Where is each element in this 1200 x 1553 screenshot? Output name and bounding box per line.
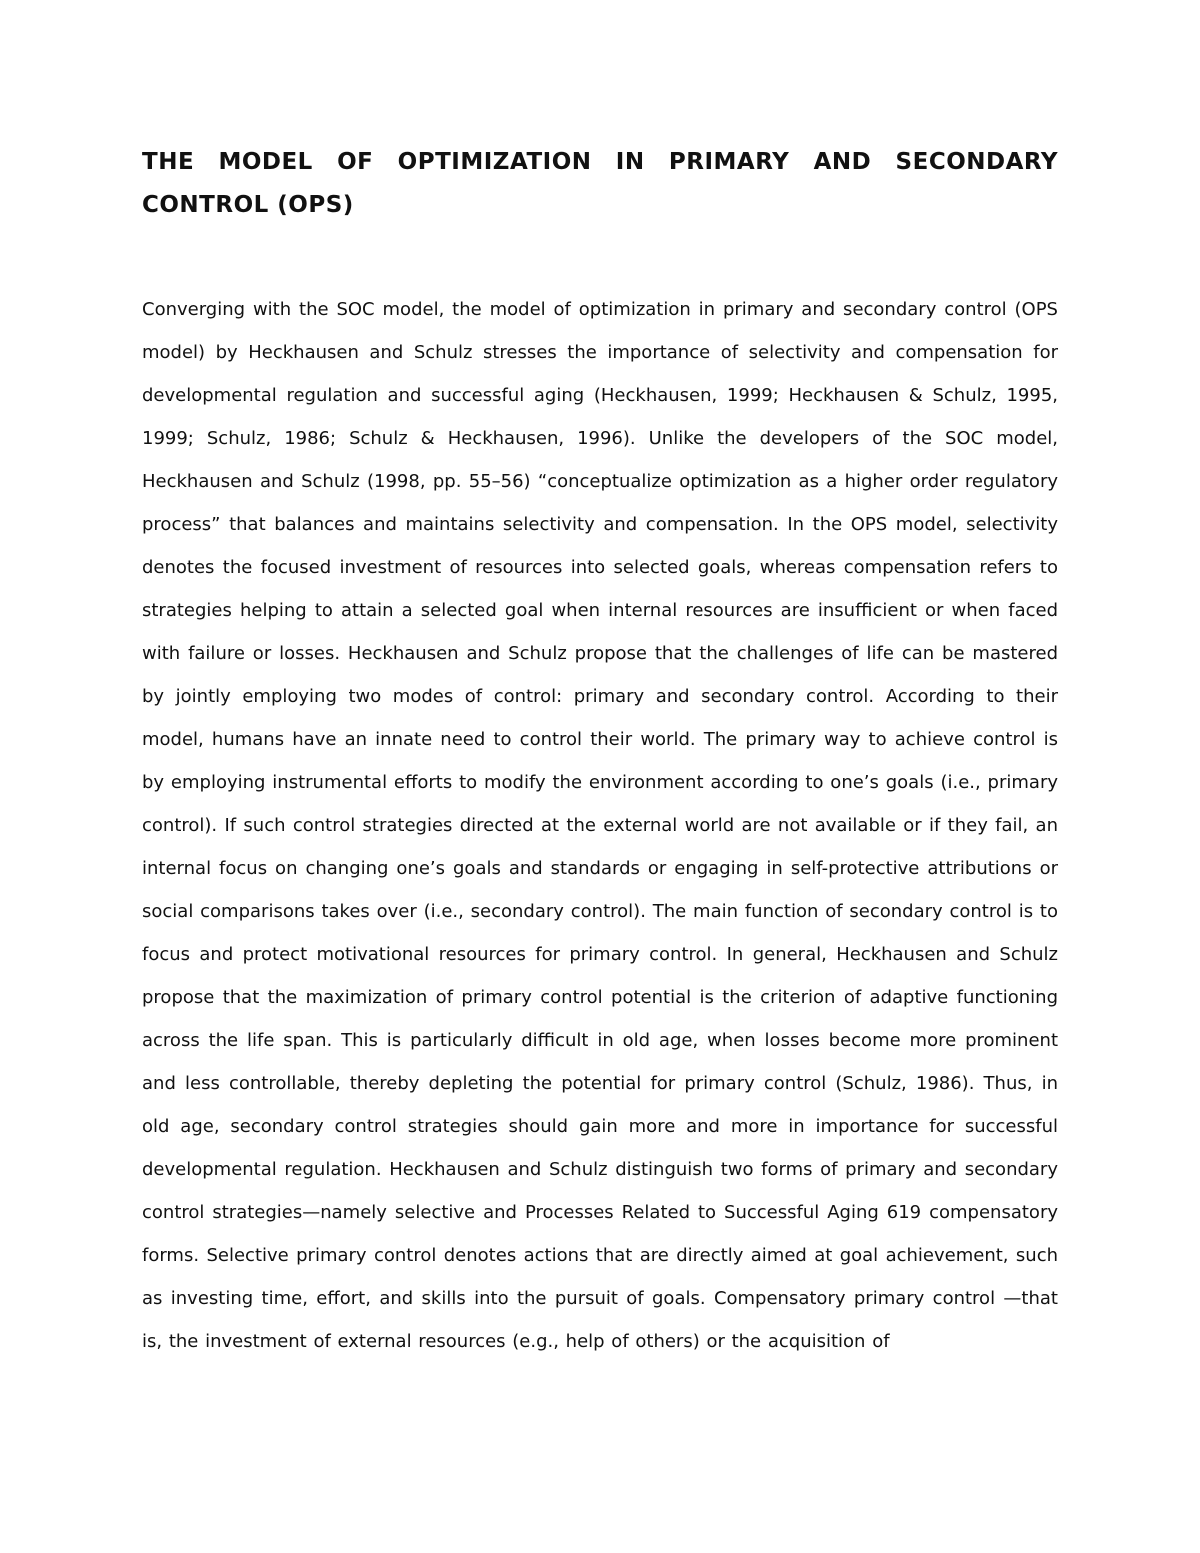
document-title: THE MODEL OF OPTIMIZATION IN PRIMARY AND SECONDARY CONTROL (OPS) [142,149,1058,218]
document-body-paragraph: Converging with the SOC model, the model of optimization in primary and secondary control (OPS model) by Heckhausen and Schulz stresses the importance of selectivity and compensation for developmental regulation and successful aging (Heckhausen, 1999; Heckhausen & Schulz, 1995, 1999; Schulz, 1986; Schulz & Heckhausen, 1996). Unlike the developers of the SOC model, Heckhausen and Schulz (1998, pp. 55–56) “conceptualize optimization as a higher order regulatory process” that balances and maintains selectivity and compensation. In the OPS model, selectivity denotes the focused investment of resources into selected goals, whereas compensation refers to strategies helping to attain a selected goal when internal resources are insufficient or when faced with failure or losses. Heckhausen and Schulz propose that the challenges of life can be mastered by jointly employing two modes of control: primary and secondary control. According to their model, humans have an innate need to control their world. The primary way to achieve control is by employing instrumental efforts to modify the environment according to one’s goals (i.e., primary control). If such control strategies directed at the external world are not available or if they fail, an internal focus on changing one’s goals and standards or engaging in self-protective attributions or social comparisons takes over (i.e., secondary control). The main function of secondary control is to focus and protect motivational resources for primary control. In general, Heckhausen and Schulz propose that the maximization of primary control potential is the criterion of adaptive functioning across the life span. This is particularly difficult in old age, when losses become more prominent and less controllable, thereby depleting the potential for primary control (Schulz, 1986). Thus, in old age, secondary control strategies should gain more and more in importance for successful developmental regulation. Heckhausen and Schulz distinguish two forms of primary and secondary control strategies—namely selective and Processes Related to Successful Aging 619 compensatory forms. Selective primary control denotes actions that are directly aimed at goal achievement, such as investing time, effort, and skills into the pursuit of goals. Compensatory primary control —that is, the investment of external resources (e.g., help of others) or the acquisition of [142,299,1058,1352]
